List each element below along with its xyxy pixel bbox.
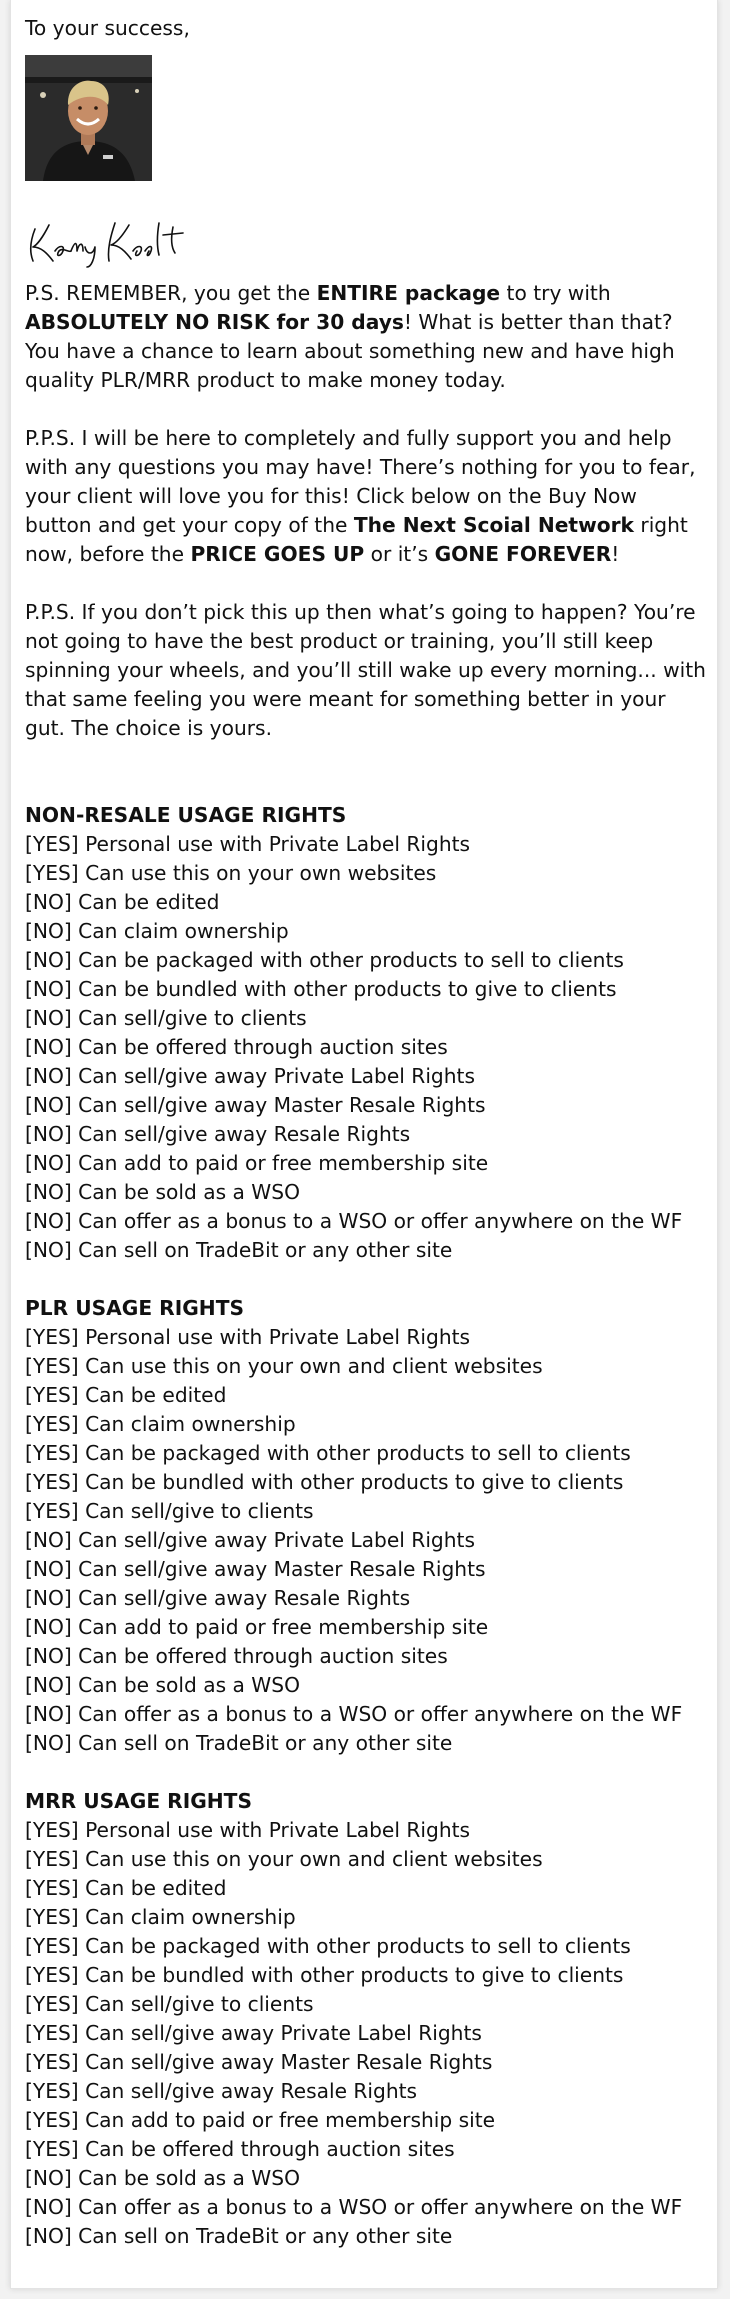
usage-rights-section <box>25 1787 709 2251</box>
rights-item: [YES] Personal use with Private Label Rights <box>25 1325 471 1349</box>
rights-item: [NO] Can sell/give away Private Label Rights <box>25 1528 475 1552</box>
handwritten-signature-icon <box>25 211 195 271</box>
rights-item: [NO] Can be offered through auction sites <box>25 1035 448 1059</box>
rights-item: [YES] Can be bundled with other products to give to clients <box>25 1963 624 1987</box>
postscript-paragraph <box>25 598 709 743</box>
rights-item: [YES] Can be packaged with other products to sell to clients <box>25 1934 631 1958</box>
section-title: PLR USAGE RIGHTS <box>25 1296 245 1320</box>
section-title: MRR USAGE RIGHTS <box>25 1789 252 1813</box>
author-photo-icon <box>25 55 152 181</box>
rights-item: [NO] Can sell on TradeBit or any other site <box>25 1238 453 1262</box>
rights-item: [YES] Can claim ownership <box>25 1905 296 1929</box>
usage-rights-section <box>25 1294 709 1758</box>
emphasis-text: The Next Scoial Network <box>353 513 634 537</box>
closing-greeting: To your success, <box>25 16 190 40</box>
postscripts <box>25 279 709 743</box>
rights-item: [NO] Can add to paid or free membership site <box>25 1615 489 1639</box>
rights-item: [NO] Can add to paid or free membership site <box>25 1151 489 1175</box>
rights-item: [NO] Can claim ownership <box>25 919 289 943</box>
rights-item: [YES] Can sell/give to clients <box>25 1992 314 2016</box>
postscript-paragraph <box>25 424 709 569</box>
rights-item: [NO] Can offer as a bonus to a WSO or offer anywhere on the WF <box>25 1702 683 1726</box>
body-text: or it’s <box>364 542 435 566</box>
rights-item: [NO] Can offer as a bonus to a WSO or offer anywhere on the WF <box>25 1209 683 1233</box>
author-photo <box>25 55 152 181</box>
rights-item: [YES] Can use this on your own and client websites <box>25 1354 543 1378</box>
sales-letter-content <box>25 14 709 2280</box>
rights-item: [NO] Can sell/give away Private Label Rights <box>25 1064 475 1088</box>
rights-item: [YES] Can sell/give away Master Resale Rights <box>25 2050 493 2074</box>
rights-item: [NO] Can be sold as a WSO <box>25 1180 300 1204</box>
rights-item: [YES] Can sell/give to clients <box>25 1499 314 1523</box>
rights-item: [YES] Can be packaged with other products to sell to clients <box>25 1441 631 1465</box>
rights-item: [YES] Can sell/give away Resale Rights <box>25 2079 418 2103</box>
rights-list <box>25 1816 709 2251</box>
rights-item: [YES] Can sell/give away Private Label Rights <box>25 2021 482 2045</box>
rights-item: [NO] Can be sold as a WSO <box>25 2166 300 2190</box>
rights-item: [NO] Can be bundled with other products to give to clients <box>25 977 617 1001</box>
rights-item: [NO] Can sell on TradeBit or any other site <box>25 1731 453 1755</box>
body-text: P.P.S. If you don’t pick this up then what’s going to happen? You’re not going to have the best product or training, you’ll still keep spinning your wheels, and you’ll still wake up every morning... with that same feeling you were meant for something better in your gut. The choice is yours. <box>25 600 706 740</box>
rights-item: [NO] Can sell/give away Resale Rights <box>25 1122 411 1146</box>
rights-item: [YES] Can use this on your own websites <box>25 861 437 885</box>
body-text: P.S. REMEMBER, you get the <box>25 281 317 305</box>
rights-list <box>25 830 709 1265</box>
emphasis-text: PRICE GOES UP <box>190 542 365 566</box>
body-text: ! <box>611 542 620 566</box>
rights-item: [NO] Can sell/give away Master Resale Rights <box>25 1557 486 1581</box>
rights-item: [NO] Can be offered through auction sites <box>25 1644 448 1668</box>
rights-item: [NO] Can be edited <box>25 890 220 914</box>
rights-item: [YES] Can be edited <box>25 1383 227 1407</box>
body-text: right now, before the <box>25 513 688 566</box>
rights-list <box>25 1323 709 1758</box>
rights-item: [YES] Can add to paid or free membership site <box>25 2108 496 2132</box>
usage-rights-sections <box>25 801 709 2251</box>
rights-item: [YES] Can be bundled with other products to give to clients <box>25 1470 624 1494</box>
body-text: P.P.S. I will be here to completely and fully support you and help with any questions you may have! There’s nothing for you to fear, your client will love you for this! Click below on the Buy Now button and get your copy of the <box>25 426 696 537</box>
spacer <box>25 772 709 801</box>
postscript-paragraph <box>25 279 709 395</box>
rights-item: [NO] Can sell on TradeBit or any other site <box>25 2224 453 2248</box>
body-text: to try with <box>500 281 611 305</box>
rights-item: [YES] Can claim ownership <box>25 1412 296 1436</box>
rights-item: [YES] Can use this on your own and client websites <box>25 1847 543 1871</box>
emphasis-text: GONE FOREVER <box>434 542 612 566</box>
rights-item: [NO] Can sell/give away Resale Rights <box>25 1586 411 1610</box>
rights-item: [NO] Can sell/give to clients <box>25 1006 307 1030</box>
content-panel <box>10 0 718 2289</box>
rights-item: [YES] Can be offered through auction sites <box>25 2137 455 2161</box>
rights-item: [YES] Can be edited <box>25 1876 227 1900</box>
body-text: ! What is better than that? You have a chance to learn about something new and have high quality PLR/MRR product to make money today. <box>25 310 675 392</box>
rights-item: [YES] Personal use with Private Label Rights <box>25 1818 471 1842</box>
emphasis-text: ENTIRE package <box>316 281 501 305</box>
rights-item: [NO] Can be packaged with other products to sell to clients <box>25 948 624 972</box>
signature <box>25 211 709 271</box>
rights-item: [NO] Can sell/give away Master Resale Rights <box>25 1093 486 1117</box>
rights-item: [YES] Personal use with Private Label Rights <box>25 832 471 856</box>
rights-item: [NO] Can be sold as a WSO <box>25 1673 300 1697</box>
section-title: NON-RESALE USAGE RIGHTS <box>25 803 347 827</box>
rights-item: [NO] Can offer as a bonus to a WSO or offer anywhere on the WF <box>25 2195 683 2219</box>
usage-rights-section <box>25 801 709 1265</box>
emphasis-text: ABSOLUTELY NO RISK for 30 days <box>25 310 404 334</box>
